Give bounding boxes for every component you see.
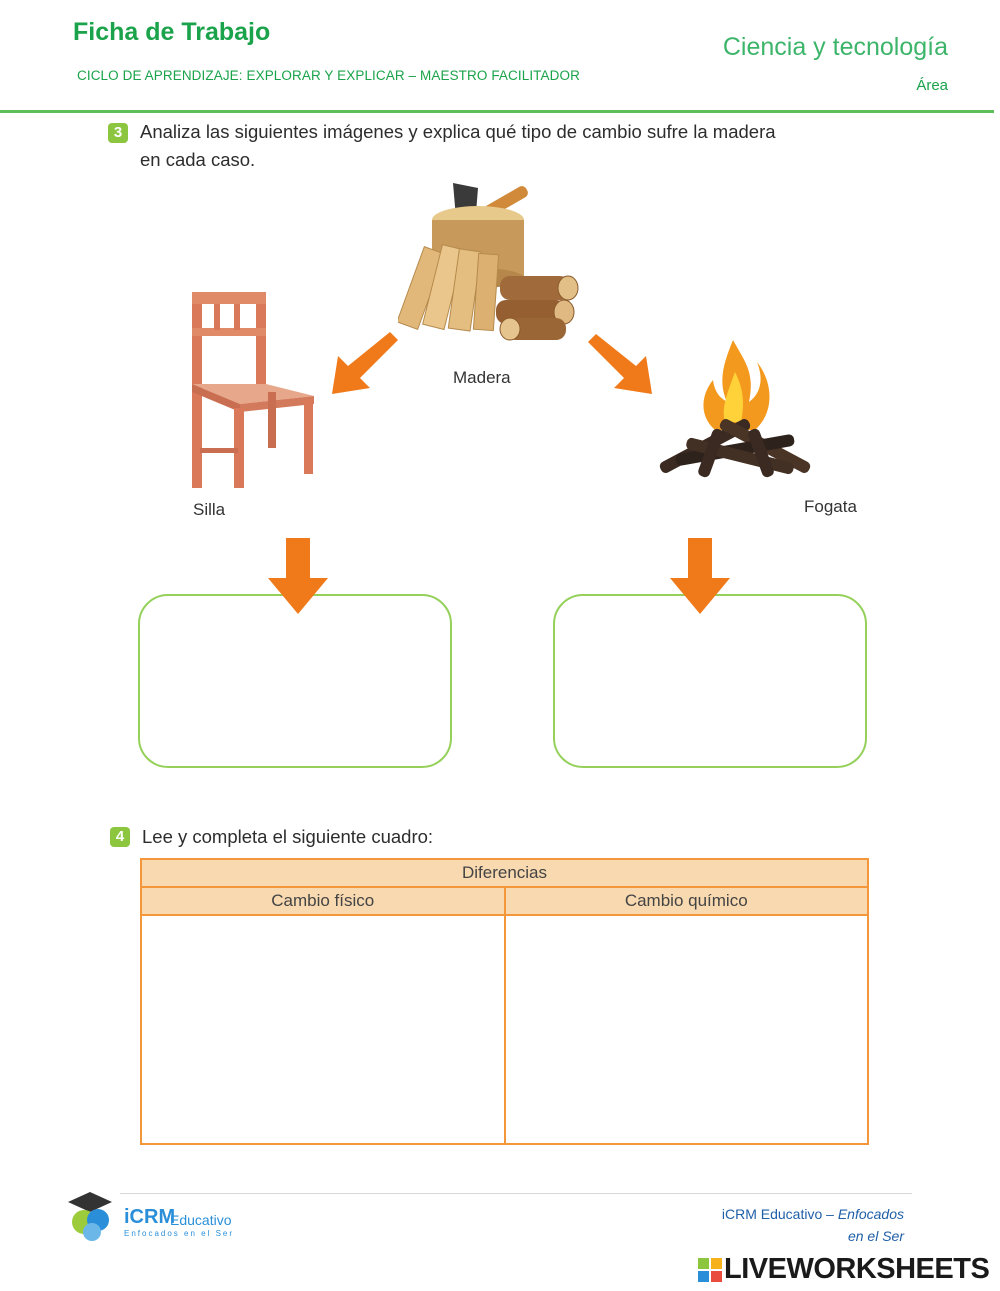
footer-brand-line-2: en el Ser xyxy=(847,1228,904,1244)
footer-brand-name: iCRM Educativo – xyxy=(721,1206,838,1222)
chemical-change-header: Cambio químico xyxy=(505,887,869,915)
icrm-logo-brand: iCRM xyxy=(124,1206,176,1228)
exercise-3-instruction-line-1: Analiza las siguientes imágenes y explica qué tipo de cambio sufre la madera xyxy=(140,121,776,142)
liveworksheets-logo-icon xyxy=(698,1258,722,1282)
learning-cycle-subtitle: CICLO DE APRENDIZAJE: EXPLORAR Y EXPLICAR – MAESTRO FACILITADOR xyxy=(77,68,580,83)
worksheet-title: Ficha de Trabajo xyxy=(73,18,271,46)
exercise-3-instruction-line-2: en cada caso. xyxy=(140,149,256,170)
exercise-4-number: 4 xyxy=(110,827,130,847)
header-divider xyxy=(0,110,994,113)
down-arrow-right-icon xyxy=(670,538,730,614)
wood-label: Madera xyxy=(453,368,511,387)
subject-area-label: Área xyxy=(916,77,948,94)
arrow-to-campfire-icon xyxy=(588,332,654,396)
chair-label: Silla xyxy=(193,500,226,519)
arrow-to-chair-icon xyxy=(330,328,400,396)
footer-divider xyxy=(120,1193,912,1194)
physical-change-header: Cambio físico xyxy=(141,887,505,915)
exercise-4-instruction: Lee y completa el siguiente cuadro: xyxy=(142,826,434,847)
wood-pile-image xyxy=(398,158,580,343)
icrm-logo-sub: Educativo xyxy=(170,1212,232,1228)
differences-table-title: Diferencias xyxy=(141,859,868,887)
chemical-change-answer-cell[interactable] xyxy=(505,915,869,1144)
footer-brand-motto-start: Enfocados xyxy=(837,1206,904,1222)
exercise-3-number: 3 xyxy=(108,123,128,143)
physical-change-answer-cell[interactable] xyxy=(141,915,505,1144)
liveworksheets-wordmark: LIVEWORKSHEETS xyxy=(724,1253,990,1285)
icrm-logo-tagline: Enfocados en el Ser xyxy=(124,1229,235,1238)
icrm-logo-icon xyxy=(64,1188,120,1244)
down-arrow-left-icon xyxy=(268,538,328,614)
campfire-label: Fogata xyxy=(804,497,857,516)
campfire-answer-box[interactable] xyxy=(553,594,867,768)
footer-brand-line-1 xyxy=(722,1206,904,1222)
chair-image xyxy=(180,288,320,493)
campfire-image xyxy=(645,332,827,482)
chair-answer-box[interactable] xyxy=(138,594,452,768)
differences-table xyxy=(140,858,869,1145)
subject-area-name: Ciencia y tecnología xyxy=(722,33,948,61)
